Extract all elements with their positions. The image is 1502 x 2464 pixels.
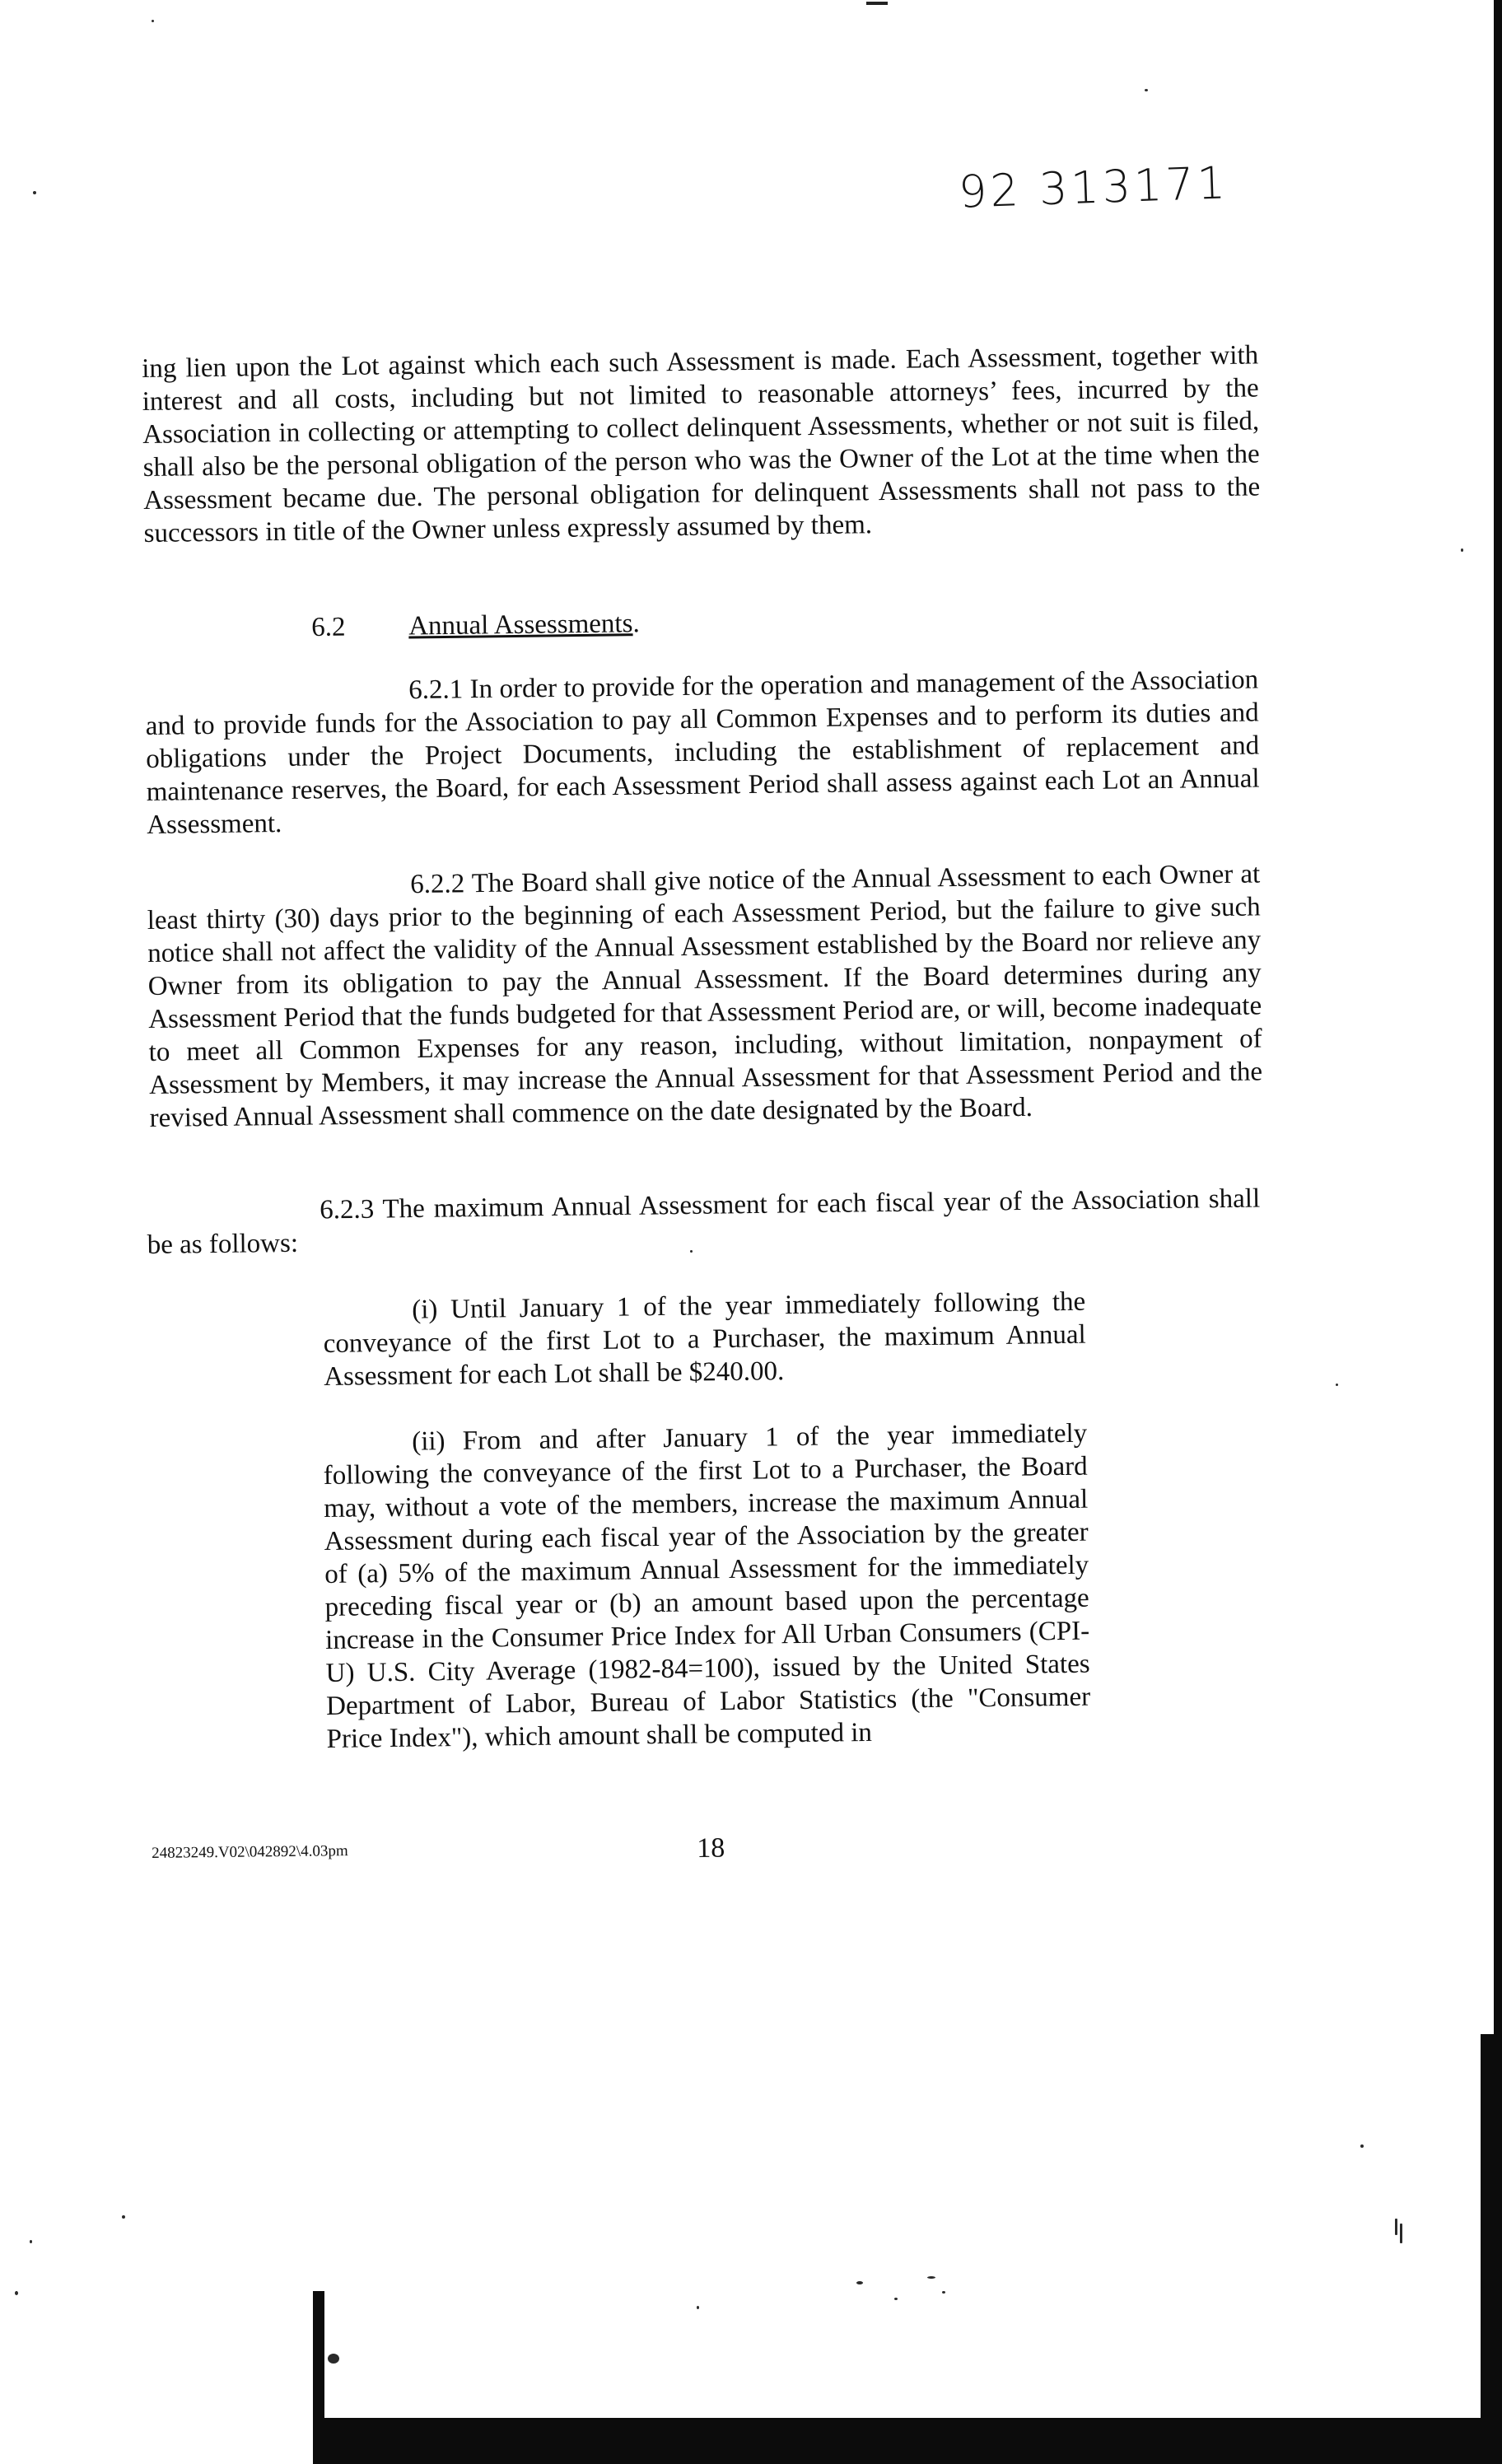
section-number: 6.2 <box>311 612 346 642</box>
scan-speck <box>15 2291 18 2295</box>
footer-file-code: 24823249.V02\042892\4.03pm <box>152 1842 348 1862</box>
scan-speck <box>1461 548 1463 552</box>
section-title: Annual Assessments <box>408 609 633 642</box>
list-item-i: (i) Until January 1 of the year immediately following the conveyance of the first Lot to a Purchaser, the maximum Annual Assessment for each Lot shall be $240.00. <box>323 1286 1086 1392</box>
scan-mark <box>866 2 888 5</box>
scan-speck <box>1145 89 1148 91</box>
document-number: 92 313171 <box>958 156 1230 218</box>
section-title-period: . <box>632 609 640 639</box>
paragraph-6-2-2: 6.2.2 The Board shall give notice of the Annual Assessment to each Owner at least thirty (30) days prior to the beginning of each Assessment Period, but the failure to give such notice shall not affect the validity of the Annual Assessment established by the Board nor relieve any Owner from its obligation to pay the Annual Assessment. If the Board determines during any Assessment Period that the funds budgeted for that Assessment Period are, or will, become inadequate to meet all Common Expenses for any reason, including, without limitation, nonpayment of Assessment by Members, it may increase the Annual Assessment for that Assessment Period and the revised Annual Assessment shall commence on the date designated by the Board. <box>147 859 1263 1133</box>
paragraph-continuation: ing lien upon the Lot against which each such Assessment is made. Each Assessment, together with interest and all costs, including but not limited to reasonable attorneys’ fees, incurred by the Association in collecting or attempting to collect delinquent Assessments, whether or not suit is filed, shall also be the personal obligation of the person who was the Owner of the Lot at the time when the Assessment became due. The personal obligation for delinquent Assessments shall not pass to the successors in title of the Owner unless expressly assumed by them. <box>142 340 1261 548</box>
scan-speck <box>328 2354 339 2364</box>
list-item-ii: (ii) From and after January 1 of the year immediately following the conveyance of the first Lot to a Purchaser, the Board may, without a vote of the members, increase the maximum Annual Assessment during each fiscal year of the Association by the greater of (a) 5% of the maximum Annual Assessment for the immediately preceding fiscal year or (b) an amount based upon the percentage increase in the Consumer Price Index for All Urban Consumers (CPI-U) U.S. City Average (1982-84=100), issued by the United States Department of Labor, Bureau of Labor Statistics (the "Consumer Price Index"), which amount shall be computed in <box>323 1418 1091 1754</box>
scan-speck <box>894 2298 898 2300</box>
scan-edge-notch <box>313 2291 324 2464</box>
scan-speck <box>1400 2224 1402 2243</box>
section-heading <box>311 609 640 643</box>
scan-speck <box>33 191 36 194</box>
scan-speck <box>942 2291 945 2294</box>
paragraph-6-2-1: 6.2.1 In order to provide for the operation and management of the Association and to provide funds for the Association to pay all Common Expenses and to perform its duties and obligations under the Project Documents, including the establishment of replacement and maintenance reserves, the Board, for each Assessment Period shall assess against each Lot an Annual Assessment. <box>145 665 1260 840</box>
scan-edge-bottom <box>313 2418 1502 2464</box>
scan-speck <box>697 2306 699 2309</box>
scan-speck <box>30 2240 32 2243</box>
paragraph-6-2-3: 6.2.3 The maximum Annual Assessment for each fiscal year of the Association shall be as follows: <box>147 1183 1261 1260</box>
scan-edge-right <box>1494 0 1502 2034</box>
scan-speck <box>1360 2144 1364 2148</box>
scan-speck <box>122 2215 125 2219</box>
scan-speck <box>152 20 154 22</box>
page-number: 18 <box>697 1832 725 1864</box>
scan-speck <box>927 2276 935 2279</box>
scan-speck <box>1336 1384 1338 1386</box>
scan-speck <box>856 2281 863 2284</box>
scan-edge-right-lower <box>1481 2034 1502 2464</box>
scan-speck <box>1395 2219 1397 2235</box>
